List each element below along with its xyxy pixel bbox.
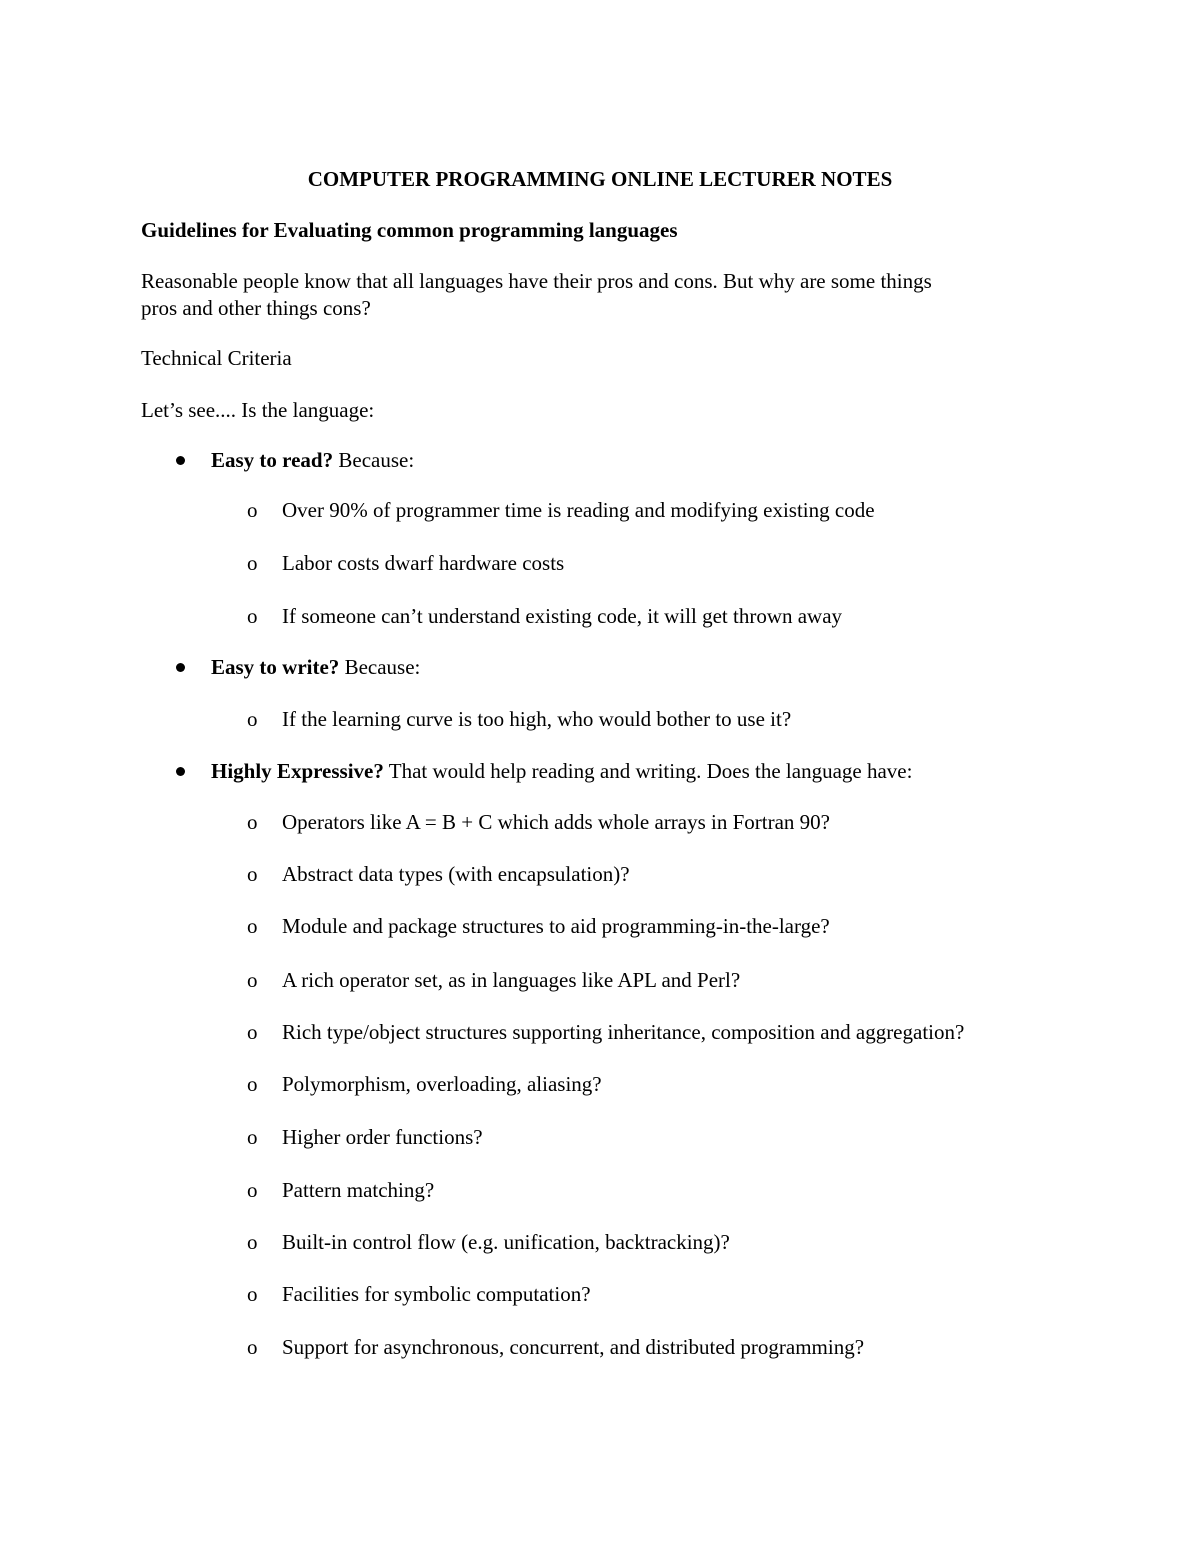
list-item: Facilities for symbolic computation? <box>282 1282 591 1306</box>
page-title: COMPUTER PROGRAMMING ONLINE LECTURER NOTES <box>307 167 893 191</box>
list-item: Higher order functions? <box>282 1125 483 1149</box>
section-heading: Guidelines for Evaluating common programming languages <box>141 218 678 242</box>
list-item: Over 90% of programmer time is reading and modifying existing code <box>282 498 875 522</box>
bullet-term: Easy to write? <box>211 655 340 679</box>
bullet-text: Because: <box>339 655 421 679</box>
sub-bullet-circle-icon: o <box>247 1020 258 1044</box>
list-item: Labor costs dwarf hardware costs <box>282 551 565 575</box>
sub-bullet-circle-icon: o <box>247 1072 258 1096</box>
list-item: Operators like A = B + C which adds whole arrays in Fortran 90? <box>282 810 830 834</box>
sub-bullet-circle-icon: o <box>247 862 258 886</box>
bullet-dot-icon <box>176 767 185 776</box>
bullet-dot-icon <box>176 456 185 465</box>
intro-line-1: Reasonable people know that all languages have their pros and cons. But why are some things <box>141 269 932 293</box>
sub-bullet-circle-icon: o <box>247 707 258 731</box>
subsection-label: Technical Criteria <box>141 346 292 370</box>
list-item: Support for asynchronous, concurrent, and distributed programming? <box>282 1335 865 1359</box>
list-item: Rich type/object structures supporting inheritance, composition and aggregation? <box>282 1020 965 1044</box>
list-item: Module and package structures to aid programming-in-the-large? <box>282 914 830 938</box>
bullet-term: Easy to read? <box>211 448 334 472</box>
sub-bullet-circle-icon: o <box>247 1178 258 1202</box>
sub-bullet-circle-icon: o <box>247 551 258 575</box>
list-item: If the learning curve is too high, who would bother to use it? <box>282 707 792 731</box>
bullet-highly-expressive <box>211 758 912 784</box>
list-item: Polymorphism, overloading, aliasing? <box>282 1072 602 1096</box>
list-item: A rich operator set, as in languages like APL and Perl? <box>282 968 741 992</box>
list-item: Abstract data types (with encapsulation)? <box>282 862 630 886</box>
intro-line-2: pros and other things cons? <box>141 296 371 320</box>
list-item: If someone can’t understand existing code, it will get thrown away <box>282 604 843 628</box>
sub-bullet-circle-icon: o <box>247 810 258 834</box>
sub-bullet-circle-icon: o <box>247 968 258 992</box>
bullet-text: That would help reading and writing. Does the language have: <box>383 759 913 783</box>
sub-bullet-circle-icon: o <box>247 914 258 938</box>
list-item: Built-in control flow (e.g. unification, backtracking)? <box>282 1230 730 1254</box>
bullet-dot-icon <box>176 663 185 672</box>
sub-bullet-circle-icon: o <box>247 1125 258 1149</box>
list-item: Pattern matching? <box>282 1178 435 1202</box>
sub-bullet-circle-icon: o <box>247 604 258 628</box>
bullet-text: Because: <box>333 448 415 472</box>
bullet-term: Highly Expressive? <box>211 759 384 783</box>
lead-sentence: Let’s see.... Is the language: <box>141 398 375 422</box>
sub-bullet-circle-icon: o <box>247 1230 258 1254</box>
bullet-easy-to-read <box>211 447 414 473</box>
bullet-easy-to-write <box>211 654 420 680</box>
sub-bullet-circle-icon: o <box>247 1282 258 1306</box>
sub-bullet-circle-icon: o <box>247 498 258 522</box>
sub-bullet-circle-icon: o <box>247 1335 258 1359</box>
